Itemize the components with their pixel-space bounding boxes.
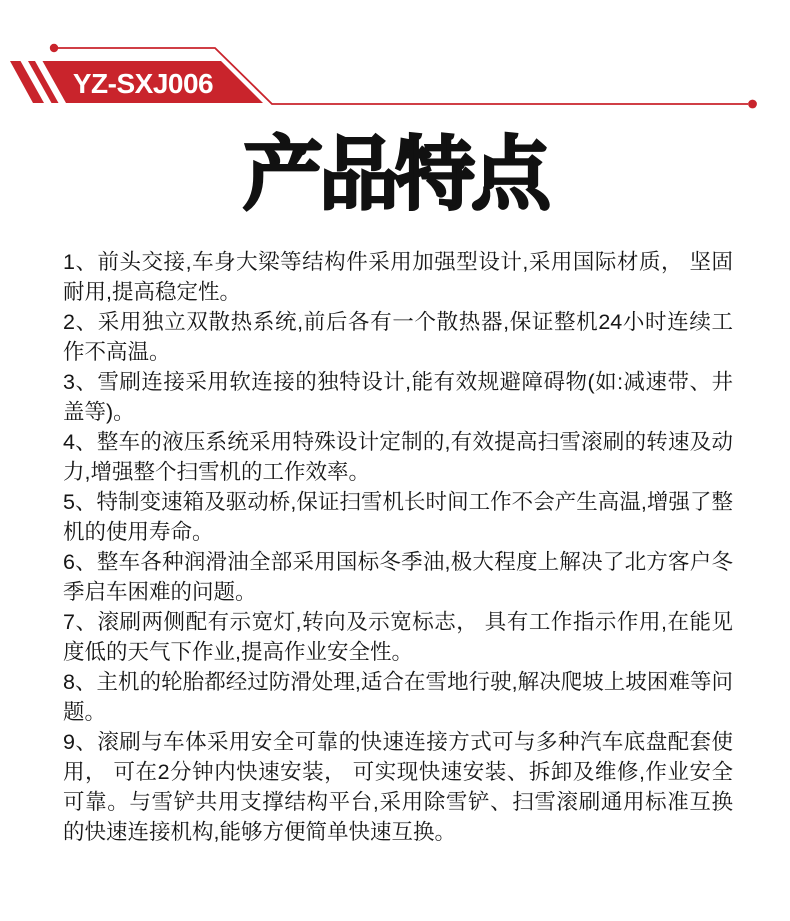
feature-item: 8、主机的轮胎都经过防滑处理,适合在雪地行驶,解决爬坡上坡困难等问题。 [63, 670, 733, 724]
feature-item: 3、雪刷连接采用软连接的独特设计,能有效规避障碍物(如:减速带、井盖等)。 [63, 370, 733, 424]
feature-item: 6、整车各种润滑油全部采用国标冬季油,极大程度上解决了北方客户冬季启车困难的问题。 [63, 550, 733, 604]
feature-item: 5、特制变速箱及驱动桥,保证扫雪机长时间工作不会产生高温,增强了整机的使用寿命。 [63, 490, 733, 544]
model-number: YZ-SXJ006 [72, 68, 214, 99]
accent-dot-right [748, 100, 757, 109]
feature-item: 7、滚刷两侧配有示宽灯,转向及示宽标志， 具有工作指示作用,在能见度低的天气下作业,提高作业安全性。 [63, 610, 733, 664]
feature-item: 4、整车的液压系统采用特殊设计定制的,有效提高扫雪滚刷的转速及动力,增强整个扫雪机的工作效率。 [63, 430, 733, 484]
page-title: 产品特点 [243, 130, 547, 219]
feature-item: 9、滚刷与车体采用安全可靠的快速连接方式可与多种汽车底盘配套使用， 可在2分钟内快速安装， 可实现快速安装、拆卸及维修,作业安全可靠。与雪铲共用支撑结构平台,采用除雪铲、扫雪滚刷通用标准互换的快速连接机构,能够方便简单快速互换。 [63, 730, 733, 844]
features-list [63, 247, 733, 847]
feature-item: 1、前头交接,车身大梁等结构件采用加强型设计,采用国际材质， 坚固耐用,提高稳定性。 [63, 250, 733, 304]
accent-dot-left [50, 44, 58, 52]
feature-item: 2、采用独立双散热系统,前后各有一个散热器,保证整机24小时连续工作不高温。 [63, 310, 733, 364]
header-banner [0, 0, 790, 130]
